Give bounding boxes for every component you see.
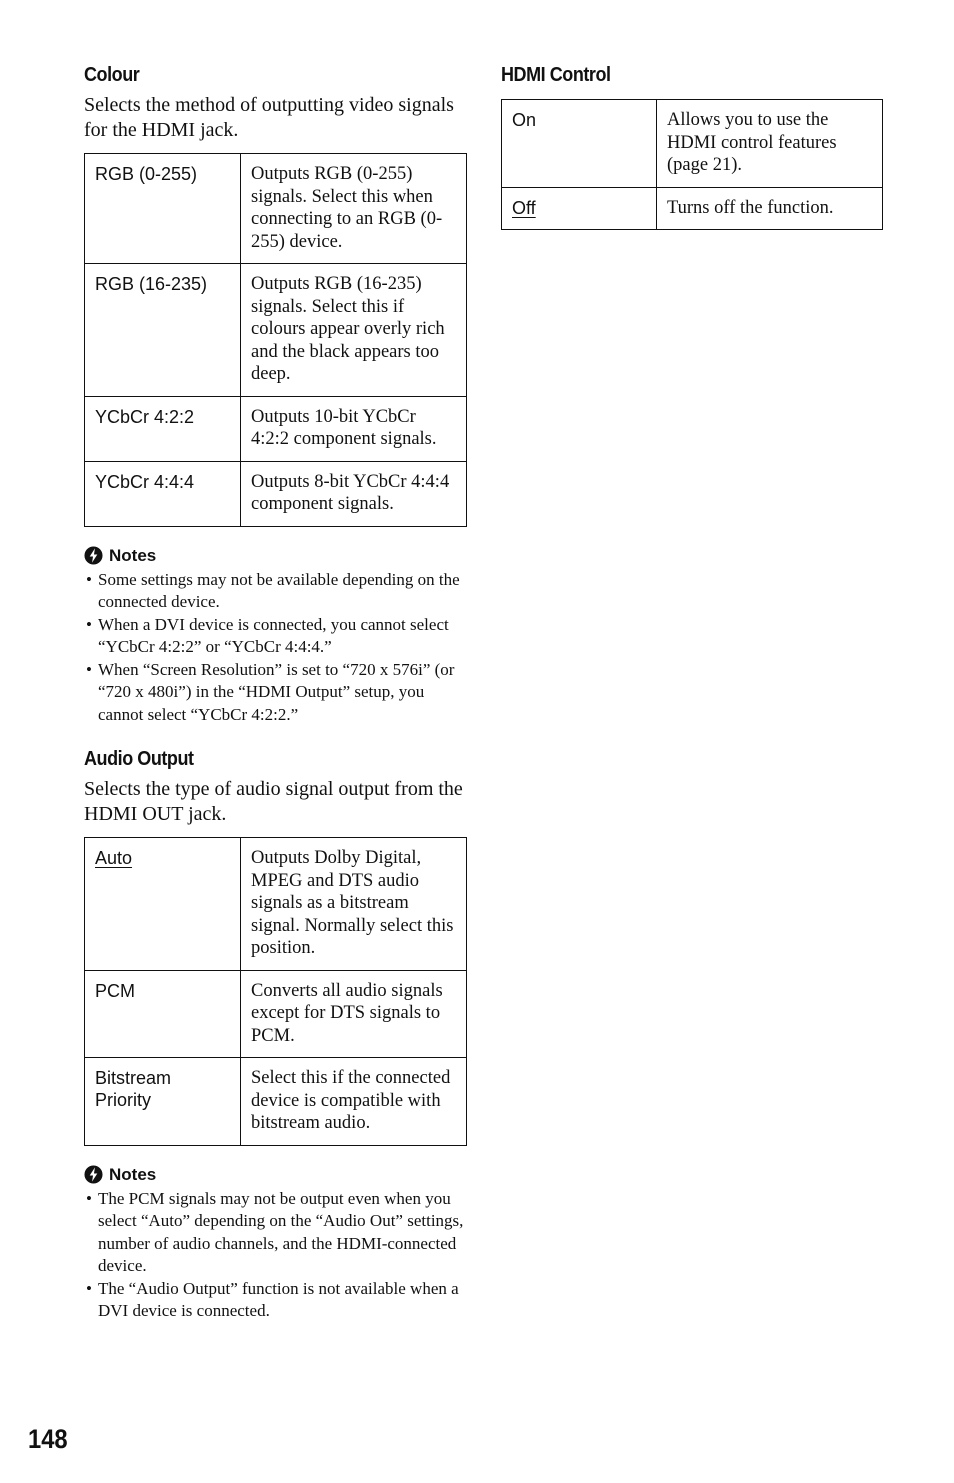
table-row <box>85 461 467 526</box>
option-description: Outputs 10-bit YCbCr 4:2:2 component signals. <box>241 396 467 461</box>
hdmi-control-table <box>501 99 883 230</box>
option-name: YCbCr 4:4:4 <box>85 461 241 526</box>
colour-table <box>84 153 467 527</box>
list-item: • Some settings may not be available depending on the connected device. <box>84 569 467 614</box>
hdmi-control-heading: HDMI Control <box>501 64 611 86</box>
list-item: • The “Audio Output” function is not available when a DVI device is connected. <box>84 1278 467 1323</box>
left-column <box>84 62 467 1323</box>
audio-output-section <box>84 746 467 1323</box>
option-name: PCM <box>85 970 241 1058</box>
option-description: Outputs Dolby Digital, MPEG and DTS audio signals as a bitstream signal. Normally select this position. <box>241 838 467 971</box>
option-description: Turns off the function. <box>657 187 883 230</box>
option-description: Outputs RGB (16-235) signals. Select this if colours appear overly rich and the black appears too deep. <box>241 264 467 397</box>
table-row <box>502 100 883 188</box>
list-item: • The PCM signals may not be output even when you select “Auto” depending on the “Audio Out” settings, number of audio channels, and the HDMI-connected device. <box>84 1188 467 1278</box>
table-row <box>85 970 467 1058</box>
list-item: • When “Screen Resolution” is set to “720 x 576i” (or “720 x 480i”) in the “HDMI Output” setup, you cannot select “YCbCr 4:2:2.” <box>84 659 467 727</box>
default-option-label: Off <box>512 197 536 218</box>
option-description: Allows you to use the HDMI control features (page 21). <box>657 100 883 188</box>
option-description: Select this if the connected device is compatible with bitstream audio. <box>241 1058 467 1146</box>
hdmi-control-section <box>501 62 883 230</box>
option-name: YCbCr 4:2:2 <box>85 396 241 461</box>
option-name <box>502 187 657 230</box>
page-number: 148 <box>28 1424 68 1454</box>
audio-output-heading: Audio Output <box>84 748 194 770</box>
notes-header <box>84 1164 467 1186</box>
option-name: RGB (0-255) <box>85 154 241 264</box>
option-description: Outputs 8-bit YCbCr 4:4:4 component signals. <box>241 461 467 526</box>
colour-intro: Selects the method of outputting video signals for the HDMI jack. <box>84 94 454 141</box>
notes-list <box>84 569 467 727</box>
audio-output-intro: Selects the type of audio signal output from the HDMI OUT jack. <box>84 778 463 825</box>
table-row <box>85 1058 467 1146</box>
table-row <box>502 187 883 230</box>
notes-title: Notes <box>109 1164 157 1184</box>
list-item: • When a DVI device is connected, you cannot select “YCbCr 4:2:2” or “YCbCr 4:4:4.” <box>84 614 467 659</box>
colour-notes <box>84 545 467 727</box>
notes-icon <box>84 1165 103 1184</box>
option-description: Outputs RGB (0-255) signals. Select this when connecting to an RGB (0-255) device. <box>241 154 467 264</box>
option-name: Bitstream Priority <box>85 1058 241 1146</box>
notes-title: Notes <box>109 545 157 565</box>
right-column <box>501 62 883 230</box>
audio-output-notes <box>84 1164 467 1323</box>
option-name <box>85 838 241 971</box>
option-description: Converts all audio signals except for DTS signals to PCM. <box>241 970 467 1058</box>
notes-list <box>84 1188 467 1323</box>
colour-heading: Colour <box>84 64 140 86</box>
option-name: On <box>502 100 657 188</box>
default-option-label: Auto <box>95 848 133 868</box>
table-row <box>85 154 467 264</box>
table-row <box>85 838 467 971</box>
audio-output-table <box>84 837 467 1146</box>
notes-header <box>84 545 467 567</box>
notes-icon <box>84 546 103 565</box>
colour-section <box>84 62 467 726</box>
table-row <box>85 396 467 461</box>
table-row <box>85 264 467 397</box>
option-name: RGB (16-235) <box>85 264 241 397</box>
